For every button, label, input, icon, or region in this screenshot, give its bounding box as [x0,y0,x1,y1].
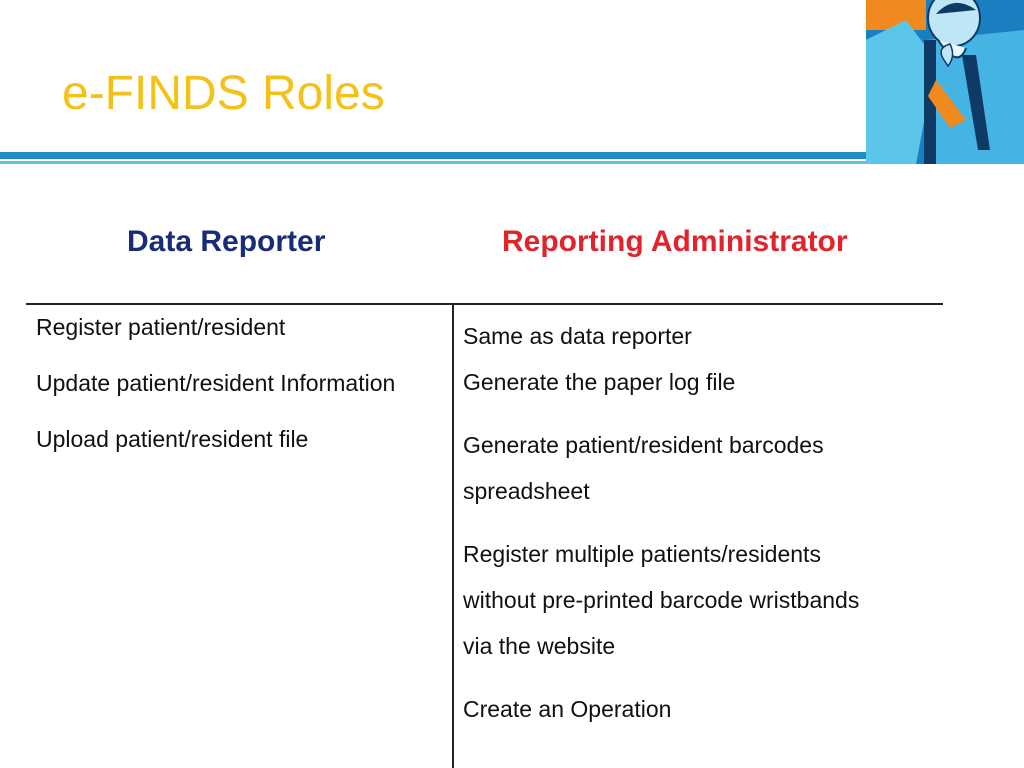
list-item: Register patient/resident [36,314,286,340]
list-item: Generate patient/resident barcodes [463,432,824,458]
title-divider-accent [0,161,868,164]
list-item: Generate the paper log file [463,369,736,395]
list-item: spreadsheet [463,478,590,504]
title-divider-bar [0,152,868,159]
column-divider [452,304,454,768]
reporting-administrator-header: Reporting Administrator [502,225,848,258]
thinking-businessman-icon [866,0,1024,164]
list-item: without pre-printed barcode wristbands [463,587,860,613]
list-item: Upload patient/resident file [36,426,309,452]
list-item: via the website [463,633,616,659]
data-reporter-header: Data Reporter [127,225,326,258]
slide-title: e-FINDS Roles [62,67,385,120]
list-item: Create an Operation [463,696,672,722]
list-item: Update patient/resident Information [36,370,396,396]
list-item: Same as data reporter [463,323,692,349]
list-item: Register multiple patients/residents [463,541,821,567]
